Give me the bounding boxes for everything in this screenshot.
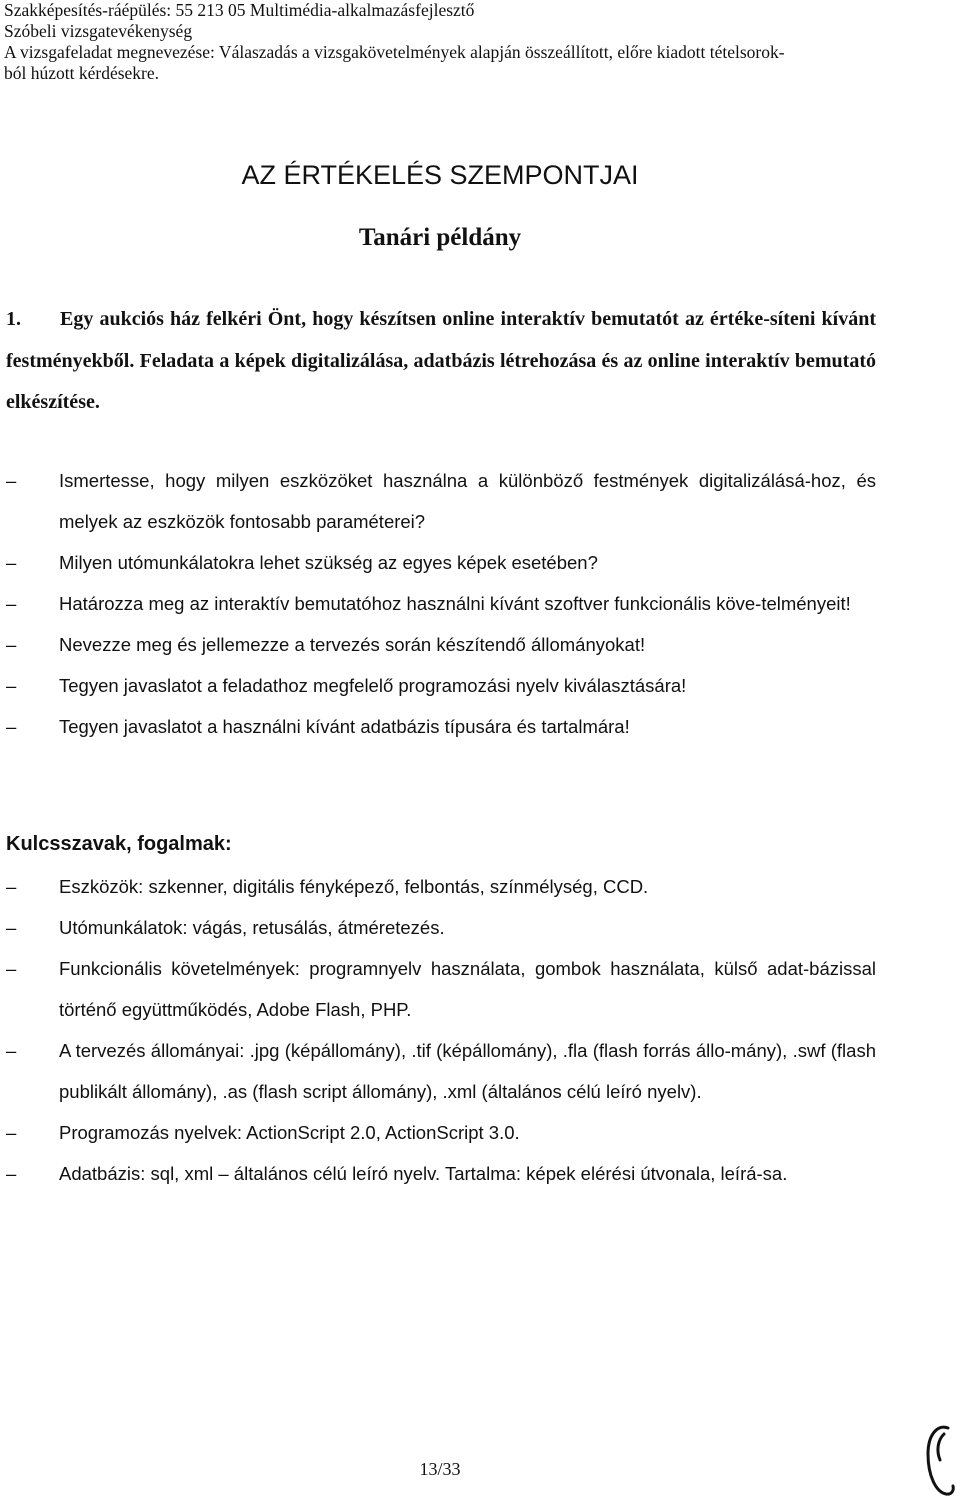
question-text: Tegyen javaslatot a feladathoz megfelelő programozási nyelv kiválasztására! bbox=[59, 675, 687, 696]
dash-bullet: – bbox=[6, 1040, 17, 1061]
dash-bullet: – bbox=[6, 876, 17, 897]
list-item bbox=[6, 1030, 876, 1112]
list-item bbox=[6, 624, 876, 665]
list-item bbox=[6, 706, 876, 747]
dash-bullet: – bbox=[6, 958, 17, 979]
handwritten-initial-signature bbox=[918, 1420, 958, 1500]
question-text: Ismertesse, hogy milyen eszközöket használna a különböző festmények digitalizálásá-hoz, és melyek az eszközök fontosabb paraméterei? bbox=[59, 470, 876, 532]
dash-bullet: – bbox=[6, 1122, 17, 1143]
keyword-text: Utómunkálatok: vágás, retusálás, átméretezés. bbox=[59, 917, 445, 938]
keyword-text: A tervezés állományai: .jpg (képállomány), .tif (képállomány), .fla (flash forrás állo-mány), .swf (flash publikált állomány), .as (flash script állomány), .xml (általános célú leíró nyelv). bbox=[59, 1040, 876, 1102]
page-number: 13/33 bbox=[419, 1459, 461, 1479]
page-subtitle: Tanári példány bbox=[358, 224, 522, 251]
dash-bullet: – bbox=[6, 675, 17, 696]
keyword-text: Adatbázis: sql, xml – általános célú leíró nyelv. Tartalma: képek elérési útvonala, leírá-sa. bbox=[59, 1163, 788, 1184]
task-number: 1. bbox=[6, 308, 21, 330]
question-list bbox=[6, 460, 876, 747]
keyword-text: Eszközök: szkenner, digitális fényképező, felbontás, színmélység, CCD. bbox=[59, 876, 649, 897]
question-text: Milyen utómunkálatokra lehet szükség az egyes képek esetében? bbox=[59, 552, 598, 573]
list-item bbox=[6, 866, 876, 907]
dash-bullet: – bbox=[6, 1163, 17, 1184]
list-item bbox=[6, 948, 876, 1030]
page-title: AZ ÉRTÉKELÉS SZEMPONTJAI bbox=[241, 160, 639, 190]
task-text: Egy aukciós ház felkéri Önt, hogy készítsen online interaktív bemutatót az értéke-síteni kívánt festményekből. Feladata a képek digitalizálása, adatbázis létrehozása és az online interaktív bemutató elkészítése. bbox=[6, 308, 876, 413]
task-description bbox=[6, 299, 876, 424]
keyword-list bbox=[6, 866, 876, 1194]
dash-bullet: – bbox=[6, 552, 17, 573]
list-item bbox=[6, 1112, 876, 1153]
keywords-heading: Kulcsszavak, fogalmak: bbox=[6, 833, 232, 855]
dash-bullet: – bbox=[6, 634, 17, 655]
list-item bbox=[6, 460, 876, 542]
header-line-qualification: Szakképesítés-ráépülés: 55 213 05 Multimédia-alkalmazásfejlesztő bbox=[4, 0, 475, 20]
question-text: Tegyen javaslatot a használni kívánt adatbázis típusára és tartalmára! bbox=[59, 716, 630, 737]
dash-bullet: – bbox=[6, 470, 17, 491]
page-header bbox=[4, 0, 904, 84]
list-item bbox=[6, 542, 876, 583]
dash-bullet: – bbox=[6, 593, 17, 614]
header-line-task-name: A vizsgafeladat megnevezése: Válaszadás a vizsgakövetelmények alapján összeállított, előre kiadott tételsorok- bbox=[4, 42, 785, 62]
keyword-text: Programozás nyelvek: ActionScript 2.0, ActionScript 3.0. bbox=[59, 1122, 520, 1143]
question-text: Nevezze meg és jellemezze a tervezés során készítendő állományokat! bbox=[59, 634, 646, 655]
dash-bullet: – bbox=[6, 716, 17, 737]
header-line-activity: Szóbeli vizsgatevékenység bbox=[4, 21, 193, 41]
list-item bbox=[6, 665, 876, 706]
list-item bbox=[6, 583, 876, 624]
list-item bbox=[6, 907, 876, 948]
header-line-task-name-cont: ból húzott kérdésekre. bbox=[4, 63, 160, 83]
keyword-text: Funkcionális követelmények: programnyelv használata, gombok használata, külső adat-bázissal történő együttműködés, Adobe Flash, PHP. bbox=[59, 958, 876, 1020]
question-text: Határozza meg az interaktív bemutatóhoz használni kívánt szoftver funkcionális köve-telményeit! bbox=[59, 593, 851, 614]
dash-bullet: – bbox=[6, 917, 17, 938]
list-item bbox=[6, 1153, 876, 1194]
